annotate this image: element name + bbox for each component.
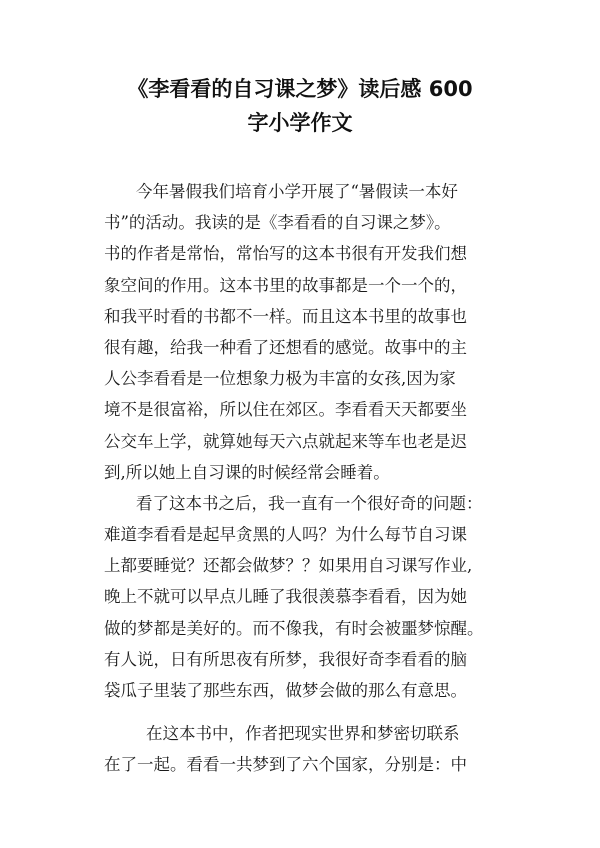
text-line: 做的梦都是美好的。而不像我，有时会被噩梦惊醒。 (104, 618, 484, 638)
text-line: 看了这本书之后，我一直有一个很好奇的问题： (136, 493, 483, 513)
text-line: 象空间的作用。这本书里的故事都是一个一个的， (104, 275, 467, 295)
text-line: 公交车上学，就算她每天六点就起来等车也老是迟 (104, 431, 467, 451)
paragraph-1 (104, 176, 524, 488)
text-line: 很有趣，给我一种看了还想看的感觉。故事中的主 (104, 337, 467, 357)
paragraph-2 (104, 488, 524, 706)
text-line: 上都要睡觉？还都会做梦？？如果用自习课写作业, (104, 556, 473, 576)
text-line: 到,所以她上自习课的时候经常会睡着。 (104, 462, 390, 482)
text-line: 书”的活动。我读的是《李看看的自习课之梦》。 (104, 213, 451, 233)
text-line: 在这本书中，作者把现实世界和梦密切联系 (146, 724, 460, 744)
text-line: 书的作者是常怡，常怡写的这本书很有开发我们想 (104, 244, 467, 264)
text-line: 在了一起。看看一共梦到了六个国家，分别是：中 (104, 755, 467, 775)
text-line: 袋瓜子里装了那些东西，做梦会做的那么有意思。 (104, 681, 467, 700)
text-line: 和我平时看的书都不一样。而且这本书里的故事也 (104, 306, 467, 326)
title-line-1: 《李看看的自习课之梦》读后感 600 (127, 77, 473, 101)
article-body (104, 176, 524, 781)
page-title (60, 72, 540, 140)
paragraph-3 (104, 718, 524, 780)
text-line: 有人说，日有所思夜有所梦，我很好奇李看看的脑 (104, 649, 467, 669)
text-line: 境不是很富裕，所以住在郊区。李看看天天都要坐 (104, 400, 467, 420)
text-line: 人公李看看是一位想象力极为丰富的女孩,因为家 (104, 369, 456, 389)
text-line: 难道李看看是起早贪黑的人吗？为什么每节自习课 (104, 525, 467, 545)
text-line: 晚上不就可以早点儿睡了我很羡慕李看看，因为她 (104, 587, 467, 607)
text-line: 今年暑假我们培育小学开展了“暑假读一本好 (136, 182, 458, 201)
title-line-2: 字小学作文 (247, 111, 353, 135)
